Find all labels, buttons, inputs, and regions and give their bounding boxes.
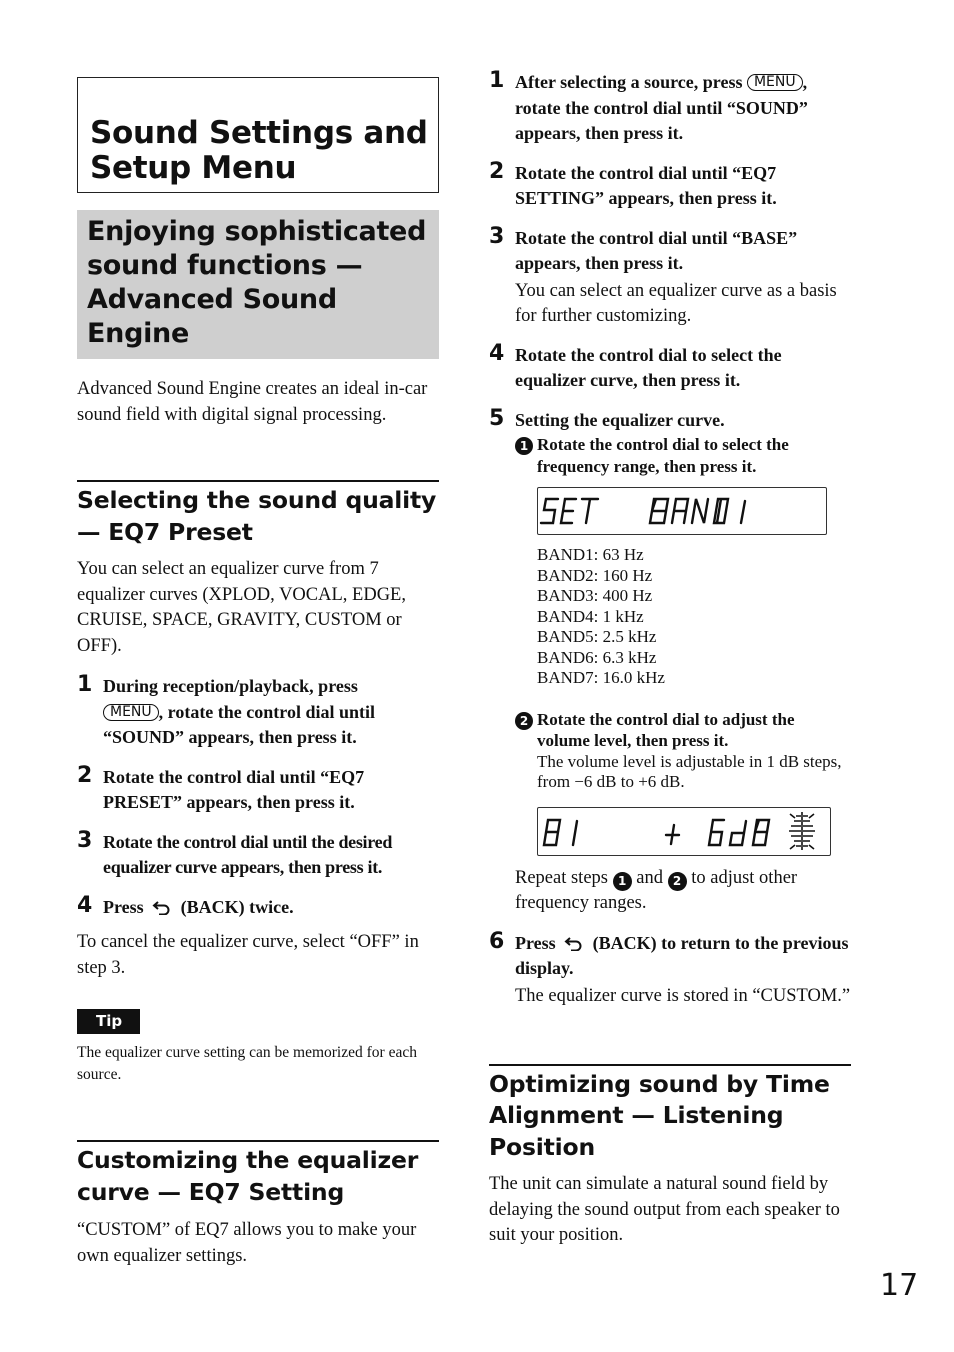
setting-step-3 [489,223,851,329]
back-icon [564,935,584,951]
eq7-preset-heading-block [77,480,439,548]
step-text: Rotate the control dial until “EQ7 PRESET” appears, then press it. [103,766,365,812]
step-text: , rotate the control dial until “SOUND” appears, then press it. [515,72,808,143]
left-column [77,77,439,1269]
time-alignment-heading-block [489,1064,851,1164]
circled-number: 2 [668,872,687,891]
step-text: (BACK) twice. [180,896,294,917]
title-box [77,77,439,193]
step-text: , rotate the control dial until “SOUND” appears, then press it. [103,701,375,747]
step-number: 2 [489,158,505,184]
step-text: Rotate the control dial until the desired equalizer curve appears, then press it. [103,831,393,877]
substep-2 [515,709,851,793]
substep-subtext: The volume level is adjustable in 1 dB steps, from −6 dB to +6 dB. [537,751,842,791]
intro-paragraph: Advanced Sound Engine creates an ideal in-car sound field with digital signal processing. [77,379,428,425]
circled-number: 1 [515,437,533,455]
setting-step-5 [489,405,851,917]
preset-step-3 [77,827,439,881]
step-text: During reception/playback, press [103,676,358,696]
back-icon [152,899,172,915]
menu-button: MENU [103,704,159,721]
substep-text: Rotate the control dial to adjust the volume level, then press it. [537,709,795,750]
section-banner [77,210,439,359]
right-column [489,70,851,1249]
lcd-segment-display [538,808,830,855]
band-item: BAND1: 63 Hz [537,545,644,564]
page-number: 17 [880,1268,919,1303]
banner-heading: Enjoying sophisticated sound functions — Advanced Sound Engine [87,216,427,349]
tip-block [77,1009,439,1086]
eq7-preset-body: You can select an equalizer curve from 7 equalizer curves (XPLOD, VOCAL, EDGE, CRUISE, SPACE, GRAVITY, CUSTOM or OFF). [77,559,406,656]
lcd-segment-display [538,488,826,534]
step-number: 5 [489,405,505,431]
step-text: Setting the equalizer curve. [515,409,725,430]
time-alignment-heading: Optimizing sound by Time Alignment — Listening Position [489,1069,830,1161]
cancel-note: To cancel the equalizer curve, select “OFF” in step 3. [77,932,419,978]
eq7-setting-heading: Customizing the equalizer curve — EQ7 Setting [77,1146,419,1206]
preset-step-2 [77,762,439,816]
menu-button: MENU [747,74,803,91]
step-number: 4 [77,892,93,918]
circled-number: 2 [515,712,533,730]
band-item: BAND5: 2.5 kHz [537,627,657,646]
step-text: After selecting a source, press [515,72,743,92]
lcd-display-level [537,807,831,856]
step-text: Rotate the control dial to select the equalizer curve, then press it. [515,344,782,390]
band-item: BAND4: 1 kHz [537,606,644,626]
tip-text: The equalizer curve setting can be memorized for each source. [77,1044,417,1083]
step-text: (BACK) to return to the previous display. [515,932,849,978]
step-subtext: The equalizer curve is stored in “CUSTOM.” [515,985,851,1006]
step-text: Rotate the control dial until “BASE” appears, then press it. [515,227,798,273]
setting-step-6 [489,928,851,1009]
preset-step-1 [77,674,439,751]
band-item: BAND3: 400 Hz [537,586,653,605]
eq7-setting-body: “CUSTOM” of EQ7 allows you to make your own equalizer settings. [77,1220,417,1266]
page-title: Sound Settings and Setup Menu [90,115,428,186]
step-number: 3 [77,827,93,853]
setting-step-4 [489,340,851,394]
band-item: BAND6: 6.3 kHz [537,647,657,667]
step-number: 2 [77,762,93,788]
setting-step-2 [489,158,851,212]
substep-text: Rotate the control dial to select the frequency range, then press it. [537,435,789,476]
step-text: Press [103,896,144,917]
step-text: Press [515,932,556,953]
substep-1 [515,434,851,477]
circled-number: 1 [613,872,632,891]
step-text: Rotate the control dial until “EQ7 SETTING” appears, then press it. [515,162,777,208]
lcd-display-band [537,487,827,535]
step-number: 3 [489,223,505,249]
step-number: 1 [77,672,93,697]
band-list [537,545,851,689]
step-number: 6 [489,928,505,954]
step-number: 1 [489,68,505,93]
tip-label: Tip [77,1009,140,1034]
repeat-steps-note: Repeat steps 1 and 2 to adjust other frequency ranges. [515,867,798,913]
band-item: BAND2: 160 Hz [537,565,653,585]
band-item: BAND7: 16.0 kHz [537,668,665,687]
eq7-setting-heading-block [77,1140,439,1208]
setting-step-1 [489,70,851,147]
eq7-preset-heading: Selecting the sound quality — EQ7 Preset [77,486,437,546]
step-subtext: You can select an equalizer curve as a basis for further customizing. [515,280,837,326]
time-alignment-body: The unit can simulate a natural sound field by delaying the sound output from each speaker to suit your position. [489,1174,840,1245]
step-number: 4 [489,340,505,366]
preset-step-4 [77,892,439,921]
